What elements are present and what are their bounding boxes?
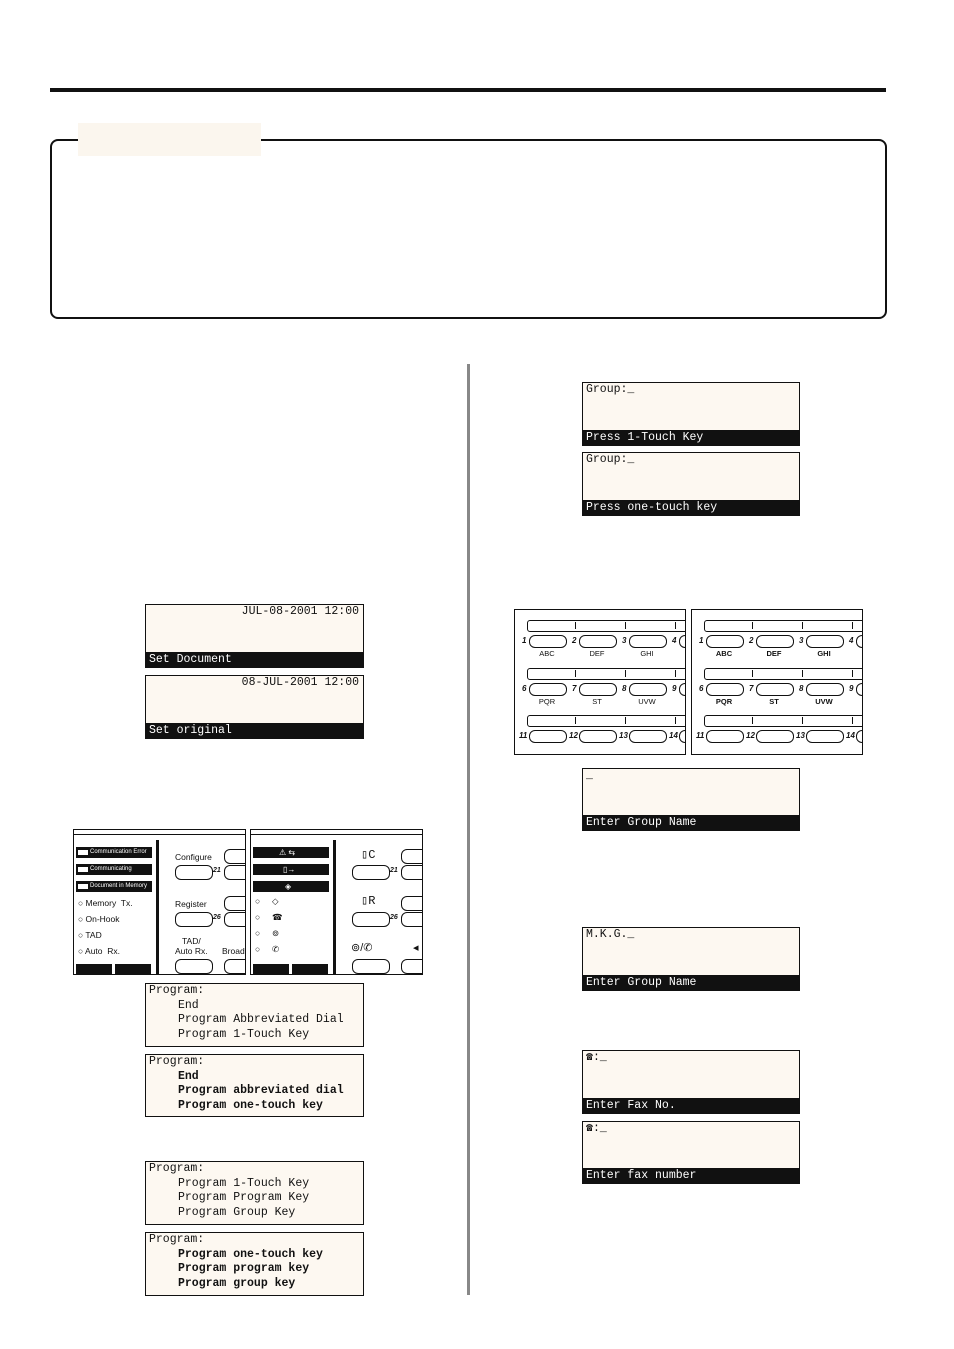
key-number: 13 bbox=[619, 731, 628, 740]
strip-divider bbox=[575, 717, 576, 724]
speaker-icon: ◂ bbox=[413, 942, 419, 954]
strip-divider bbox=[625, 670, 626, 677]
one-touch-key[interactable] bbox=[401, 912, 423, 927]
lcd-status-bar: Press one-touch key bbox=[583, 500, 799, 515]
operation-panel-right: ⚠ ⇆ ▯→ ◈ ○ ◇ ○ ☎ ○ ⊚ ○ ✆ ▯C 21 ▯R 26 ⊚/✆ ◂ bbox=[250, 829, 423, 975]
one-touch-key[interactable] bbox=[679, 730, 686, 743]
key-letters: ABC bbox=[715, 649, 733, 658]
menu-item: End bbox=[178, 998, 199, 1012]
tad-auto-rx-key[interactable] bbox=[175, 959, 213, 974]
lcd-line: ☎:_ bbox=[586, 1122, 607, 1135]
menu-item: Program Group Key bbox=[178, 1205, 296, 1219]
menu-item: Program group key bbox=[178, 1276, 296, 1290]
strip-divider bbox=[575, 622, 576, 629]
one-touch-key[interactable] bbox=[629, 635, 667, 648]
key-number: 7 bbox=[572, 684, 577, 693]
lcd-program-menu bbox=[145, 983, 364, 1047]
key-number: 12 bbox=[746, 731, 755, 740]
key-number: 2 bbox=[749, 636, 754, 645]
key-letters: UVW bbox=[815, 697, 833, 706]
memory-icon: ◈ bbox=[253, 881, 329, 892]
lcd-group-prompt bbox=[582, 382, 800, 446]
lcd-date-line: 08-JUL-2001 12:00 bbox=[241, 676, 359, 689]
one-touch-key[interactable] bbox=[806, 730, 844, 743]
key-letters: ABC bbox=[539, 649, 555, 658]
strip-divider bbox=[852, 717, 853, 724]
lcd-status-bar: Set Document bbox=[146, 652, 363, 667]
one-touch-key[interactable] bbox=[401, 959, 423, 974]
key-number: 14 bbox=[669, 731, 678, 740]
lcd-line: ☎:_ bbox=[586, 1051, 607, 1064]
telephone-icon: ☎ bbox=[586, 1051, 593, 1064]
operation-panel-left: Communication Error Communicating Document in Memory ○ Memory Tx. ○ On-Hook ○ TAD ○ Auto Rx. Configure 21 Register 26 TAD/ Auto Rx. Broad bbox=[73, 829, 246, 975]
one-touch-keypad bbox=[514, 609, 686, 755]
key-number: 14 bbox=[846, 731, 855, 740]
auto-rx-label: Auto Rx. bbox=[175, 946, 208, 956]
lcd-group-prompt-alt bbox=[582, 452, 800, 516]
lcd-status-bar: Enter Group Name bbox=[583, 815, 799, 830]
strip-divider bbox=[675, 622, 676, 629]
key-number: 1 bbox=[699, 636, 704, 645]
function-c-label: ▯C bbox=[361, 848, 376, 862]
key-number: 2 bbox=[572, 636, 577, 645]
key-number: 9 bbox=[672, 684, 677, 693]
one-touch-key[interactable] bbox=[856, 683, 863, 696]
lcd-status-bar: Enter Fax No. bbox=[583, 1098, 799, 1113]
document-in-memory-indicator: Document in Memory bbox=[76, 881, 152, 892]
lcd-fax-prompt-alt bbox=[582, 1121, 800, 1184]
key-number: 12 bbox=[569, 731, 578, 740]
key-number: 3 bbox=[799, 636, 804, 645]
menu-item: Program program key bbox=[178, 1262, 310, 1276]
one-touch-key[interactable] bbox=[756, 683, 794, 696]
broadcast-label: Broad bbox=[222, 946, 245, 956]
menu-item: Program 1-Touch Key bbox=[178, 1027, 310, 1041]
tape-icon: ○ ⊚ bbox=[255, 928, 280, 938]
tad-phone-icon: ⊚/✆ bbox=[351, 942, 373, 954]
lcd-date-display-alt bbox=[145, 675, 364, 739]
key-number: 7 bbox=[749, 684, 754, 693]
key-number: 11 bbox=[519, 731, 528, 740]
lcd-group-name-blank bbox=[582, 768, 800, 831]
one-touch-key[interactable] bbox=[529, 683, 567, 696]
label-strip bbox=[704, 715, 863, 727]
function-key[interactable] bbox=[401, 896, 423, 911]
one-touch-key[interactable] bbox=[706, 635, 744, 648]
one-touch-key[interactable] bbox=[579, 730, 617, 743]
strip-divider bbox=[802, 717, 803, 724]
broadcast-key[interactable] bbox=[224, 959, 246, 974]
note-box bbox=[50, 139, 887, 319]
menu-item: Program 1-Touch Key bbox=[178, 1176, 310, 1190]
document-icon: ▯→ bbox=[253, 864, 329, 875]
on-hook-icon: ○ ☎ bbox=[255, 912, 283, 922]
key-number: 13 bbox=[796, 731, 805, 740]
one-touch-key[interactable] bbox=[579, 635, 617, 648]
communication-error-indicator: Communication Error bbox=[76, 847, 152, 858]
dial-icon: ○ ◇ bbox=[255, 896, 279, 906]
strip-divider bbox=[675, 717, 676, 724]
one-touch-key[interactable] bbox=[352, 912, 390, 927]
key-number: 6 bbox=[522, 684, 527, 693]
register-label: Register bbox=[175, 899, 207, 909]
configure-label: Configure bbox=[175, 852, 212, 862]
label-strip bbox=[527, 715, 686, 727]
one-touch-key[interactable] bbox=[224, 912, 246, 927]
strip-divider bbox=[752, 622, 753, 629]
one-touch-key[interactable] bbox=[224, 865, 246, 880]
column-divider bbox=[467, 364, 470, 1295]
key-letters: PQR bbox=[715, 697, 733, 706]
key-number: 1 bbox=[522, 636, 527, 645]
one-touch-key[interactable] bbox=[629, 730, 667, 743]
key-number: 6 bbox=[699, 684, 704, 693]
menu-item: Program Abbreviated Dial bbox=[178, 1013, 344, 1027]
strip-divider bbox=[675, 670, 676, 677]
label-strip bbox=[704, 668, 863, 680]
key-letters: PQR bbox=[538, 697, 556, 706]
one-touch-key[interactable] bbox=[856, 730, 863, 743]
lcd-program-key-menu bbox=[145, 1161, 364, 1225]
lcd-cursor: _ bbox=[586, 769, 593, 782]
strip-divider bbox=[575, 670, 576, 677]
one-touch-key[interactable] bbox=[352, 865, 390, 880]
register-key[interactable] bbox=[224, 896, 246, 911]
lcd-line: Group:_ bbox=[586, 453, 635, 466]
key-number: 8 bbox=[622, 684, 627, 693]
one-touch-key[interactable] bbox=[806, 635, 844, 648]
key-letters: UVW bbox=[638, 697, 656, 706]
key-letters: DEF bbox=[589, 649, 605, 658]
one-touch-key[interactable] bbox=[529, 730, 567, 743]
lcd-header: Program: bbox=[149, 1055, 205, 1068]
menu-item: End bbox=[178, 1069, 199, 1083]
tad-label: TAD/ bbox=[182, 936, 201, 946]
key-number: 3 bbox=[622, 636, 627, 645]
menu-item: Program abbreviated dial bbox=[178, 1084, 344, 1098]
strip-divider bbox=[752, 670, 753, 677]
one-touch-key[interactable] bbox=[806, 683, 844, 696]
one-touch-key[interactable] bbox=[706, 730, 744, 743]
note-tab bbox=[78, 123, 261, 156]
lcd-header: Program: bbox=[149, 1233, 205, 1246]
auto-rx-led: ○ Auto Rx. bbox=[78, 946, 120, 956]
communicating-indicator: Communicating bbox=[76, 864, 152, 875]
strip-divider bbox=[802, 622, 803, 629]
one-touch-key[interactable] bbox=[706, 683, 744, 696]
label-strip bbox=[527, 620, 686, 632]
configure-key[interactable] bbox=[224, 849, 246, 864]
one-touch-key[interactable] bbox=[629, 683, 667, 696]
key-letters: ST bbox=[592, 697, 602, 706]
key-number: 8 bbox=[799, 684, 804, 693]
key-letters: ST bbox=[769, 697, 779, 706]
menu-item: Program Program Key bbox=[178, 1191, 310, 1205]
strip-divider bbox=[625, 717, 626, 724]
menu-item: Program one-touch key bbox=[178, 1098, 323, 1112]
one-touch-key[interactable] bbox=[756, 635, 794, 648]
memory-tx-led: ○ Memory Tx. bbox=[78, 898, 133, 908]
key-letters: GHI bbox=[817, 649, 831, 658]
strip-divider bbox=[852, 670, 853, 677]
one-touch-key[interactable] bbox=[679, 635, 686, 648]
lcd-header: Program: bbox=[149, 1162, 205, 1175]
one-touch-key[interactable] bbox=[756, 730, 794, 743]
lcd-header: Program: bbox=[149, 984, 205, 997]
strip-divider bbox=[852, 622, 853, 629]
lcd-status-bar: Enter Group Name bbox=[583, 975, 799, 990]
function-key[interactable] bbox=[401, 849, 423, 864]
lcd-status-bar: Enter fax number bbox=[583, 1168, 799, 1183]
key-number: 4 bbox=[672, 636, 677, 645]
lcd-line: Group:_ bbox=[586, 383, 635, 396]
telephone-icon: ○ ✆ bbox=[255, 944, 280, 954]
one-touch-key[interactable] bbox=[579, 683, 617, 696]
one-touch-key[interactable] bbox=[529, 635, 567, 648]
one-touch-keypad-alt bbox=[691, 609, 863, 755]
one-touch-key[interactable] bbox=[401, 865, 423, 880]
menu-item: Program one-touch key bbox=[178, 1247, 323, 1261]
lcd-date-display bbox=[145, 604, 364, 668]
lcd-group-name-filled bbox=[582, 927, 800, 991]
strip-divider bbox=[625, 622, 626, 629]
function-r-label: ▯R bbox=[361, 894, 376, 908]
tad-led: ○ TAD bbox=[78, 930, 102, 940]
one-touch-key[interactable] bbox=[856, 635, 863, 648]
key-number: 4 bbox=[849, 636, 854, 645]
tad-key[interactable] bbox=[352, 959, 390, 974]
label-strip bbox=[527, 668, 686, 680]
top-rule bbox=[50, 88, 886, 92]
key-number: 11 bbox=[696, 731, 705, 740]
lcd-date-line: JUL-08-2001 12:00 bbox=[241, 605, 359, 618]
key-letters: GHI bbox=[640, 649, 654, 658]
key-letters: DEF bbox=[766, 649, 782, 658]
key-number: 9 bbox=[849, 684, 854, 693]
strip-divider bbox=[752, 717, 753, 724]
lcd-status-bar: Press 1-Touch Key bbox=[583, 430, 799, 445]
label-strip bbox=[704, 620, 863, 632]
lcd-program-menu-alt bbox=[145, 1054, 364, 1117]
lcd-line: M.K.G._ bbox=[586, 928, 635, 941]
lcd-program-key-menu-alt bbox=[145, 1232, 364, 1296]
one-touch-key[interactable] bbox=[175, 912, 213, 927]
telephone-icon: ☎ bbox=[586, 1122, 593, 1135]
lcd-status-bar: Set original bbox=[146, 723, 363, 738]
one-touch-key[interactable] bbox=[175, 865, 213, 880]
warning-icon: ⚠ ⇆ bbox=[253, 847, 329, 858]
one-touch-key[interactable] bbox=[679, 683, 686, 696]
lcd-fax-prompt bbox=[582, 1050, 800, 1114]
strip-divider bbox=[802, 670, 803, 677]
on-hook-led: ○ On-Hook bbox=[78, 914, 120, 924]
